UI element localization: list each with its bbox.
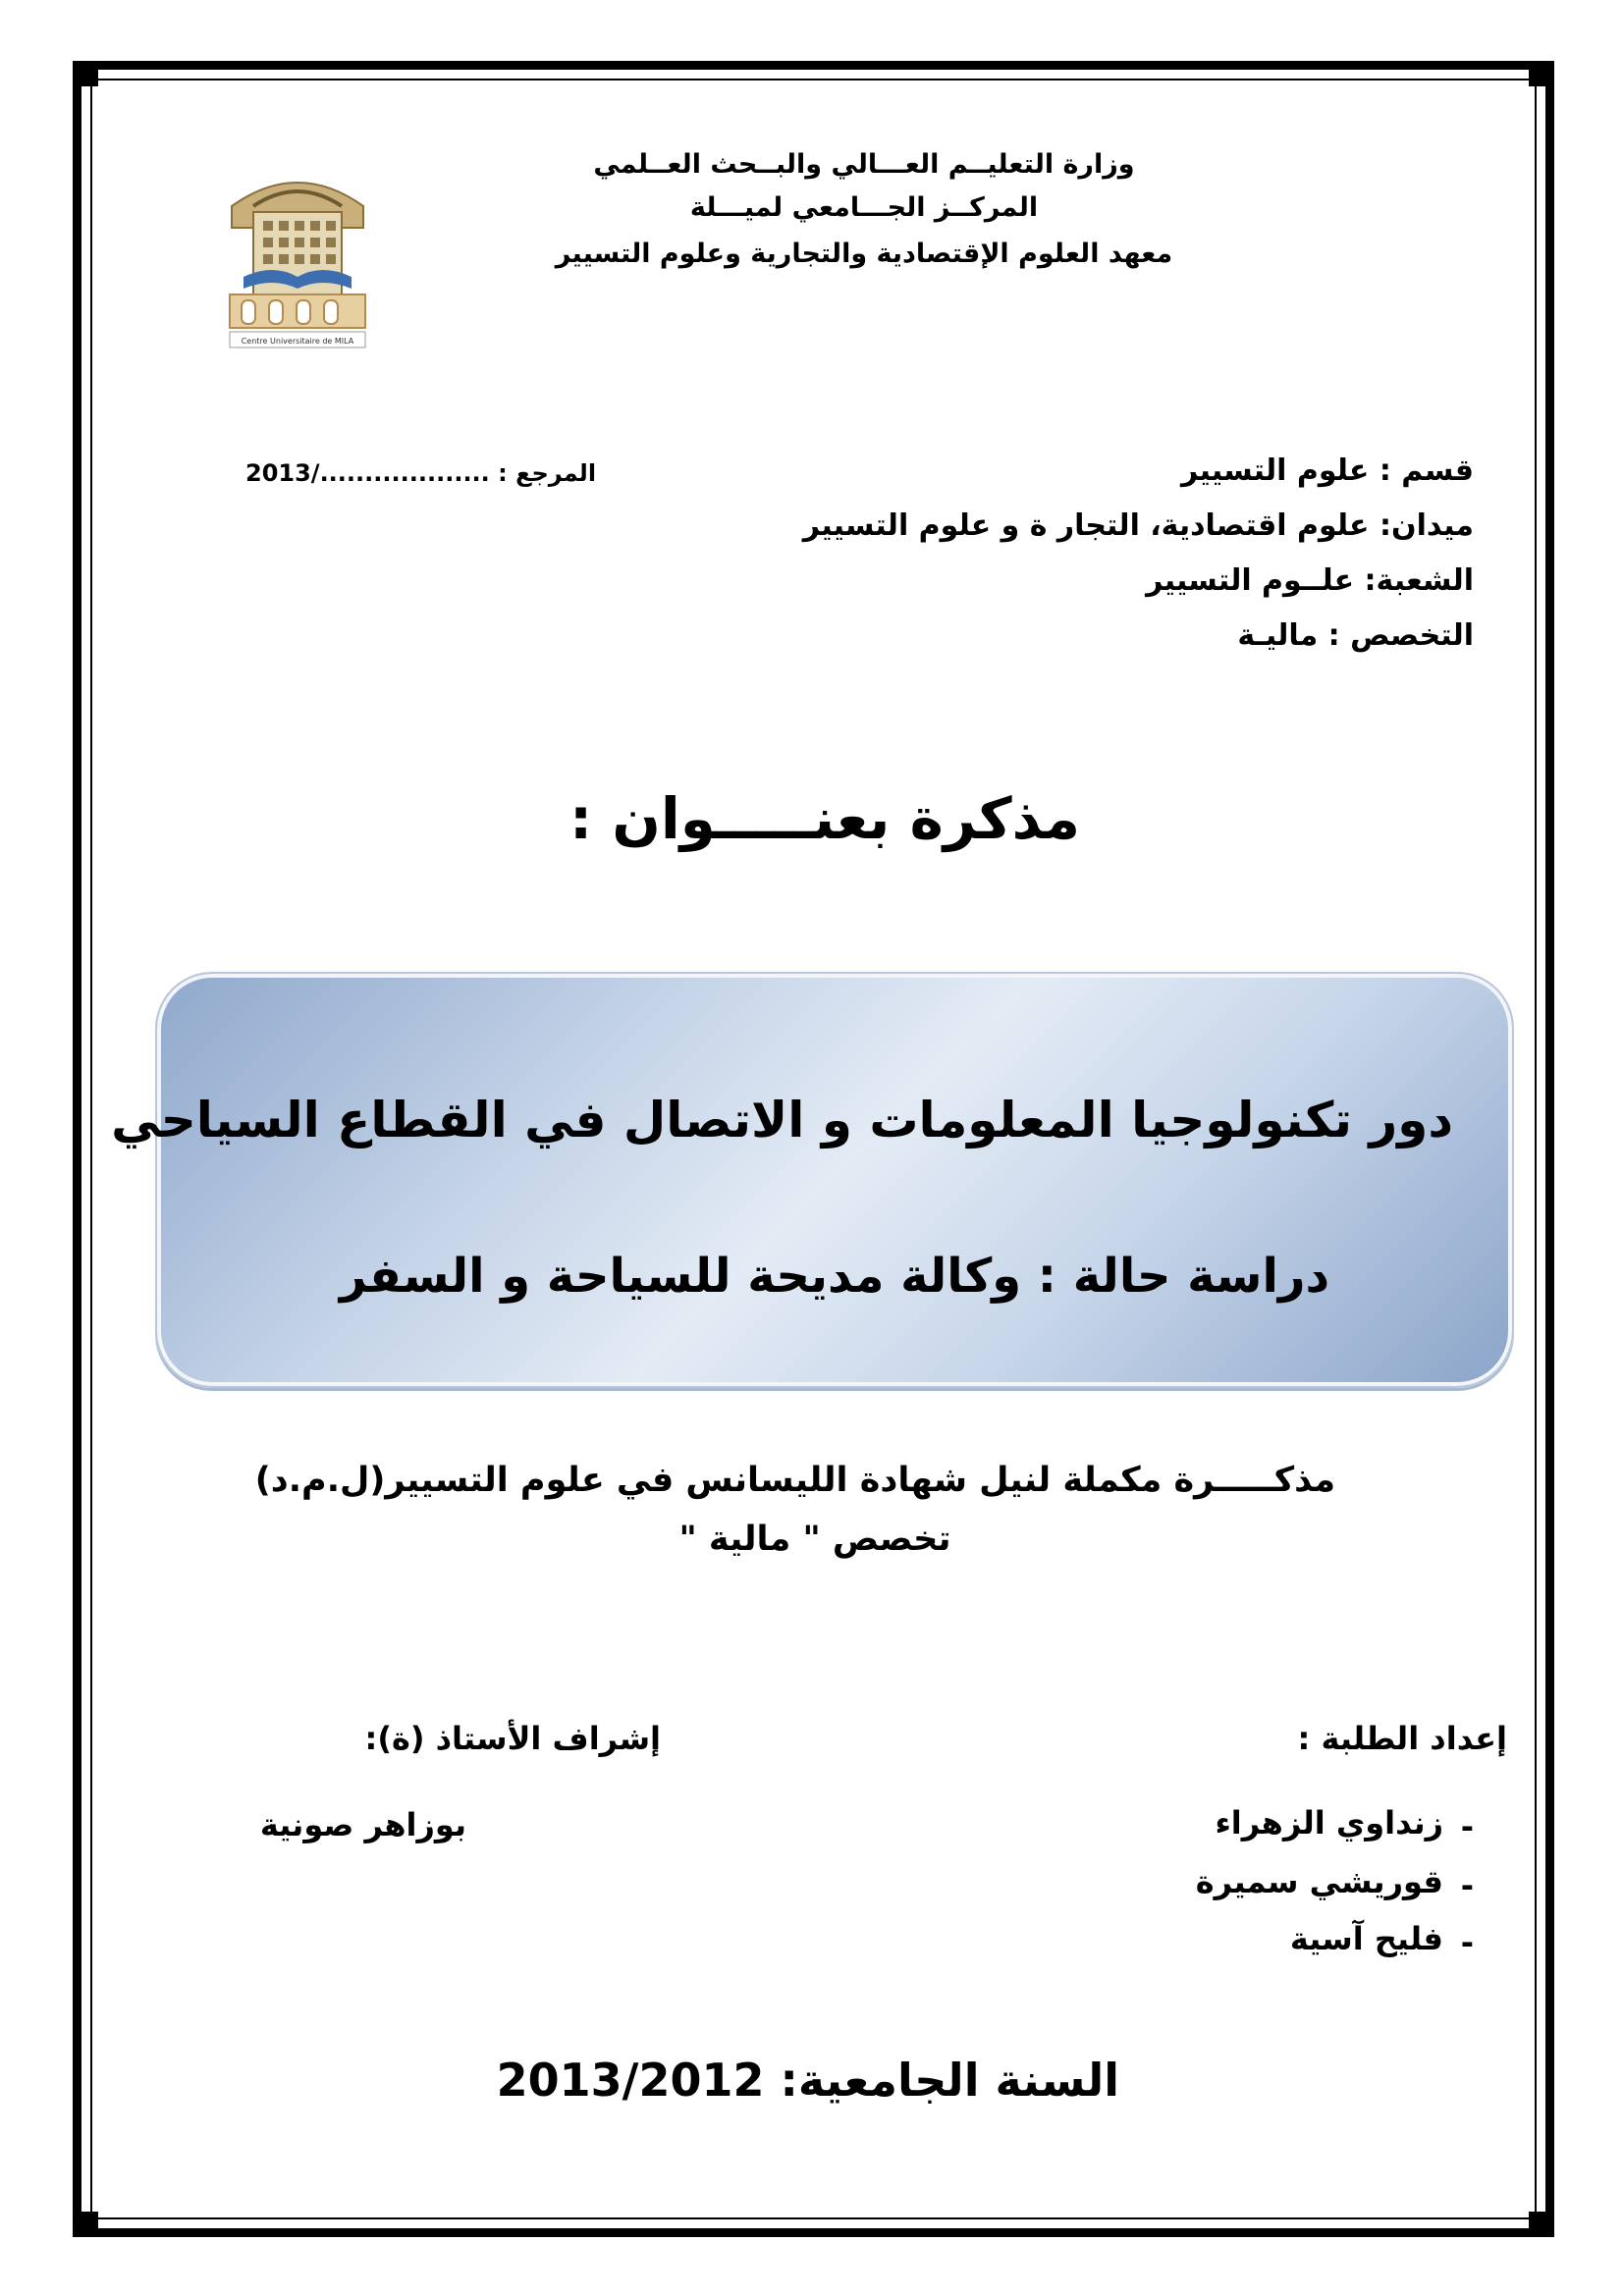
specialization-description: تخصص " مالية " (678, 1520, 951, 1559)
supervisor-label: إشراف الأستاذ (ة): (364, 1720, 661, 1757)
list-bullet: - (1460, 1924, 1474, 1961)
university-building-logo (214, 167, 381, 353)
frame-corner (73, 61, 98, 86)
list-bullet: - (1460, 1867, 1474, 1904)
supervisor-name: بوزاهر صونية (259, 1806, 466, 1843)
department-line: قسم : علوم التسيير (1180, 454, 1474, 488)
institute-name: معهد العلوم الإقتصادية والتجارية وعلوم التسيير (555, 239, 1173, 269)
student-name: قوريشي سميرة (1195, 1863, 1443, 1900)
case-study-title: دراسة حالة : وكالة مديحة للسياحة و السفر (339, 1249, 1330, 1304)
thesis-title: دور تكنولوجيا المعلومات و الاتصال في القطاع السياحي (111, 1092, 1453, 1148)
university-center-name: المركــز الجـــامعي لميـــلة (689, 192, 1039, 223)
list-bullet: - (1460, 1808, 1474, 1845)
frame-corner (73, 2212, 98, 2237)
branch-line: الشعبة: علــوم التسيير (1146, 563, 1474, 598)
logo-caption: Centre Universitaire de MILA (241, 337, 354, 346)
specialty-line: التخصص : ماليـة (1237, 618, 1474, 653)
reference-number: المرجع : .................../2013 (245, 459, 597, 487)
title-box (111, 972, 1514, 1388)
memo-heading: مذكرة بعنـــــوان : (568, 785, 1081, 852)
ministry-name: وزارة التعليــم العـــالي والبــحث العــلمي (593, 149, 1135, 180)
frame-corner (1529, 2212, 1554, 2237)
degree-description: مذكـــــرة مكملة لنيل شهادة الليسانس في علوم التسيير(ل.م.د) (254, 1461, 1335, 1500)
frame-corner (1529, 61, 1554, 86)
students-label: إعداد الطلبة : (1297, 1720, 1507, 1757)
student-name: فليح آسية (1289, 1920, 1443, 1957)
academic-year: السنة الجامعية: 2013/2012 (496, 2054, 1119, 2107)
student-name: زنداوي الزهراء (1215, 1804, 1443, 1842)
field-line: ميدان: علوم اقتصادية، التجار ة و علوم التسيير (802, 508, 1474, 543)
